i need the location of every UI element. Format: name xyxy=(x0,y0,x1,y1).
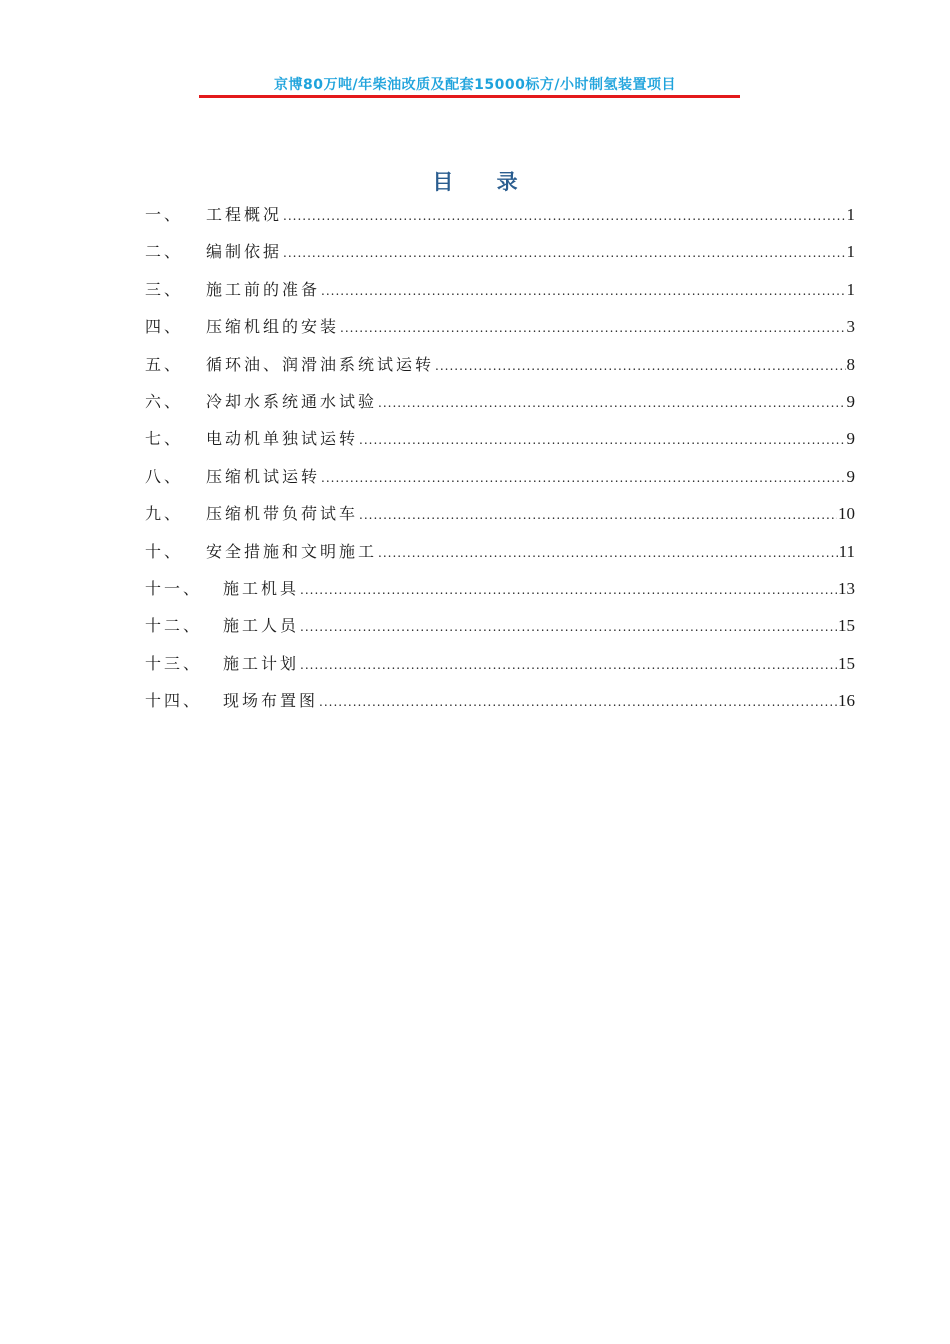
toc-entry-title: 压缩机试运转 xyxy=(206,466,321,486)
toc-entry-title: 施工计划 xyxy=(223,653,300,673)
toc-entry-number: 十、 xyxy=(145,541,184,561)
toc-dot-leader xyxy=(283,203,845,229)
toc-entry-page: 9 xyxy=(846,466,855,486)
toc-entry-number: 十一、 xyxy=(145,578,203,598)
toc-entry-title: 编制依据 xyxy=(206,242,283,262)
toc-entry[interactable] xyxy=(145,389,855,426)
toc-entry-page: 16 xyxy=(838,691,855,711)
toc-title: 目 录 xyxy=(432,170,536,194)
toc-entry-title: 冷却水系统通水试验 xyxy=(206,391,378,411)
toc-dot-leader xyxy=(300,652,837,678)
toc-entry-number: 九、 xyxy=(145,504,184,524)
header-title: 京博80万吨/年柴油改质及配套15000标方/小时制氢装置项目 xyxy=(274,77,676,93)
toc-entry-number: 二、 xyxy=(145,242,184,262)
toc-entry[interactable] xyxy=(145,352,855,389)
toc-entry-title: 现场布置图 xyxy=(223,691,319,711)
toc-entry[interactable] xyxy=(145,426,855,463)
toc-entry-page: 9 xyxy=(846,429,855,449)
toc-entry[interactable] xyxy=(145,464,855,501)
toc-entry[interactable] xyxy=(145,539,855,576)
toc-entry-page: 15 xyxy=(838,616,855,636)
toc-entry-number: 四、 xyxy=(145,317,184,337)
toc-entry-title: 安全措施和文明施工 xyxy=(206,541,378,561)
toc-entry-page: 15 xyxy=(838,653,855,673)
toc-entry-number: 三、 xyxy=(145,279,184,299)
toc-entry-title: 压缩机带负荷试车 xyxy=(206,504,359,524)
toc-entry-title: 循环油、润滑油系统试运转 xyxy=(206,354,435,374)
toc-dot-leader xyxy=(321,278,845,304)
toc-entry-page: 1 xyxy=(846,205,855,224)
toc-entry-title: 施工机具 xyxy=(223,578,300,598)
toc-entry[interactable] xyxy=(145,202,855,239)
toc-entry-page: 8 xyxy=(846,354,855,374)
toc-entry-title: 施工前的准备 xyxy=(206,279,321,299)
toc-entry-page: 3 xyxy=(846,317,855,337)
toc-entry-page: 13 xyxy=(838,578,855,598)
header-rule xyxy=(199,95,740,98)
toc-entry-number: 八、 xyxy=(145,466,184,486)
page-header xyxy=(0,74,950,95)
toc-dot-leader xyxy=(300,577,837,603)
toc-entry[interactable] xyxy=(145,277,855,314)
toc-dot-leader xyxy=(319,689,837,715)
toc-entry-number: 十四、 xyxy=(145,691,203,711)
toc-dot-leader xyxy=(283,240,845,266)
toc-dot-leader xyxy=(378,540,838,566)
toc-entry[interactable] xyxy=(145,501,855,538)
toc-entry[interactable] xyxy=(145,651,855,688)
toc-entry-page: 9 xyxy=(846,391,855,411)
toc-dot-leader xyxy=(300,614,837,640)
toc-entry-number: 十三、 xyxy=(145,653,203,673)
toc-entry-number: 一、 xyxy=(145,205,184,224)
toc-entry-number: 七、 xyxy=(145,429,184,449)
toc-entry-title: 工程概况 xyxy=(206,205,283,224)
toc-dot-leader xyxy=(359,502,837,528)
toc-entry-title: 施工人员 xyxy=(223,616,300,636)
toc-entry-page: 1 xyxy=(846,279,855,299)
toc-entry-page: 11 xyxy=(838,541,855,561)
toc-entry[interactable] xyxy=(145,314,855,351)
toc-dot-leader xyxy=(340,315,845,341)
toc-dot-leader xyxy=(435,353,845,379)
toc-dot-leader xyxy=(359,427,845,453)
toc-dot-leader xyxy=(378,390,845,416)
toc-dot-leader xyxy=(321,465,845,491)
toc-entry-number: 十二、 xyxy=(145,616,203,636)
toc-entry[interactable] xyxy=(145,613,855,650)
toc-entry-title: 电动机单独试运转 xyxy=(206,429,359,449)
toc-entry[interactable] xyxy=(145,239,855,276)
toc-entry-title: 压缩机组的安装 xyxy=(206,317,340,337)
toc-entry-number: 五、 xyxy=(145,354,184,374)
toc-entry-page: 1 xyxy=(846,242,855,262)
toc-entry-page: 10 xyxy=(838,504,855,524)
toc-entry[interactable] xyxy=(145,688,855,725)
table-of-contents xyxy=(145,202,855,725)
toc-entry-number: 六、 xyxy=(145,391,184,411)
toc-entry[interactable] xyxy=(145,576,855,613)
